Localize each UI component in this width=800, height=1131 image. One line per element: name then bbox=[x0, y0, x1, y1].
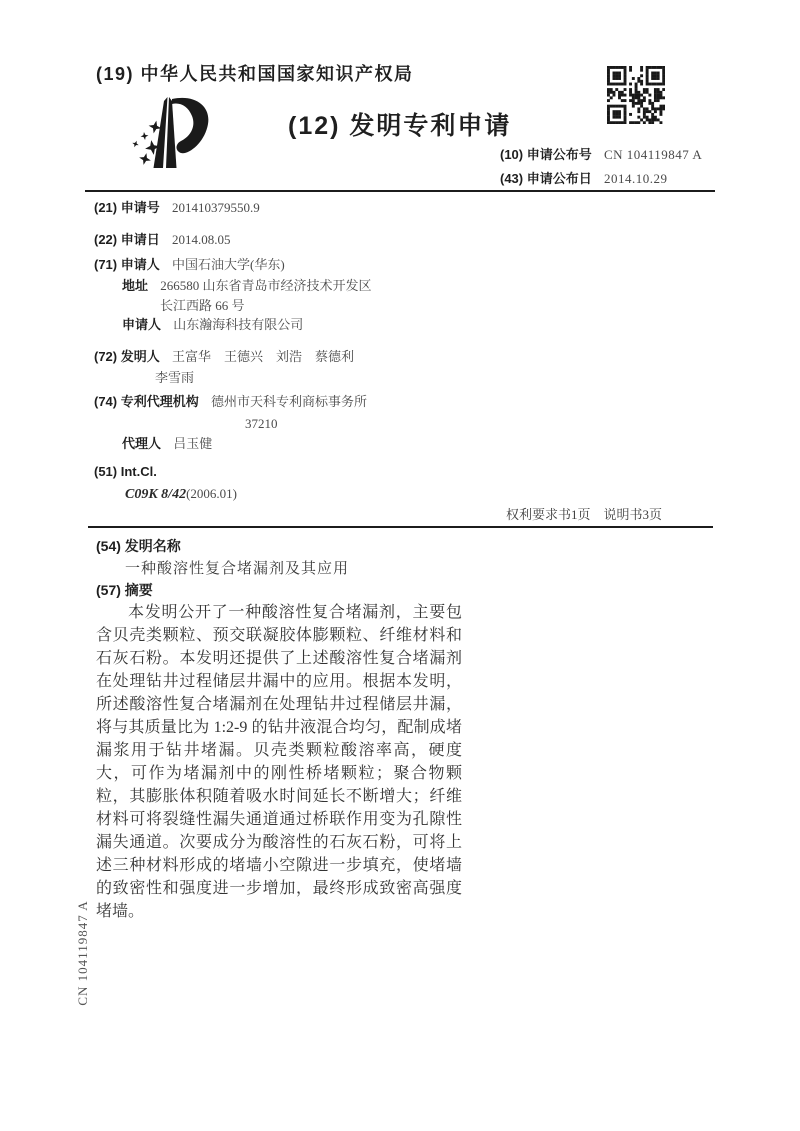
section-divider bbox=[88, 526, 713, 528]
inventors-value-line2: 李雪雨 bbox=[155, 370, 195, 385]
abstract-label: (57) 摘要 bbox=[96, 582, 153, 598]
second-applicant-row bbox=[122, 317, 303, 333]
abstract-text: 本发明公开了一种酸溶性复合堵漏剂，主要包含贝壳类颗粒、预交联凝胶体膨颗粒、纤维材料和石灰石粉。本发明还提供了上述酸溶性复合堵漏剂在处理钻井过程储层井漏中的应用。根据本发明，所述酸溶性复合堵漏剂在处理钻井过程储层井漏，将与其质量比为 1:2-9 的钻井液混合均匀，配制成堵漏浆用于钻井堵漏。贝壳类颗粒酸溶率高，硬度大，可作为堵漏剂中的刚性桥堵颗粒；聚合物颗粒，其膨胀体积随着吸水时间延长不断增大；纤维材料可将裂缝性漏失通道通过桥联作用变为孔隙性漏失通道。次要成分为酸溶性的石灰石粉，可将上述三种材料形成的堵墙小空隙进一步填充，使堵墙的致密性和强度进一步增加，最终形成致密高强度堵墙。 bbox=[96, 604, 462, 920]
address-label: 地址 bbox=[122, 278, 149, 293]
applicant-value: 中国石油大学(华东) bbox=[171, 257, 285, 272]
second-applicant-value: 山东瀚海科技有限公司 bbox=[173, 317, 304, 332]
applicant-row bbox=[94, 257, 285, 273]
pages-info: 权利要求书1页 说明书3页 bbox=[505, 507, 662, 522]
header-divider bbox=[85, 190, 715, 192]
applicant-label: (71) 申请人 bbox=[94, 257, 160, 272]
int-cl-edition: (2006.01) bbox=[186, 486, 237, 501]
document-type-title: (12) 发明专利申请 bbox=[288, 112, 512, 140]
application-date-row bbox=[94, 232, 230, 248]
publication-date-label: (43) 申请公布日 bbox=[500, 171, 592, 186]
agency-label: (74) 专利代理机构 bbox=[94, 394, 199, 409]
applicant-address-row-2 bbox=[160, 298, 245, 314]
invention-title: 一种酸溶性复合堵漏剂及其应用 bbox=[125, 561, 350, 577]
int-cl-code: C09K 8/42 bbox=[125, 487, 187, 502]
application-number-value: 201410379550.9 bbox=[171, 200, 260, 215]
int-cl-code-row bbox=[125, 486, 237, 504]
agency-row bbox=[94, 394, 367, 410]
agent-label: 代理人 bbox=[122, 436, 162, 451]
publication-number-value: CN 104119847 A bbox=[603, 147, 703, 162]
second-applicant-label: 申请人 bbox=[122, 317, 162, 332]
publication-date-row bbox=[500, 171, 667, 187]
cnipa-logo-graphic bbox=[127, 96, 217, 176]
application-date-value: 2014.08.05 bbox=[171, 232, 231, 247]
invention-title-label: (54) 发明名称 bbox=[96, 538, 181, 554]
publication-number-row bbox=[500, 147, 702, 163]
int-cl-row bbox=[94, 464, 166, 480]
inventors-value-line1: 王富华 王德兴 刘浩 蔡德利 bbox=[171, 349, 354, 364]
application-number-label: (21) 申请号 bbox=[94, 200, 160, 215]
side-publication-code: CN 104119847 A bbox=[75, 900, 90, 1006]
patent-office-name: (19) 中华人民共和国国家知识产权局 bbox=[96, 64, 414, 84]
agent-row bbox=[122, 436, 212, 452]
application-number-row bbox=[94, 200, 260, 216]
qr-code-icon bbox=[607, 66, 665, 124]
inventors-label: (72) 发明人 bbox=[94, 349, 160, 364]
publication-date-value: 2014.10.29 bbox=[603, 171, 668, 186]
agency-code-value: 37210 bbox=[245, 416, 278, 431]
application-date-label: (22) 申请日 bbox=[94, 232, 160, 247]
agency-value: 德州市天科专利商标事务所 bbox=[210, 394, 367, 409]
int-cl-label: (51) Int.Cl. bbox=[94, 464, 157, 479]
publication-number-label: (10) 申请公布号 bbox=[500, 147, 592, 162]
agency-code-row bbox=[245, 416, 278, 432]
inventors-row-2 bbox=[155, 370, 194, 386]
inventors-row bbox=[94, 349, 354, 365]
cnipa-logo-icon bbox=[127, 96, 217, 176]
agent-value: 吕玉健 bbox=[173, 436, 213, 451]
address-value-line2: 长江西路 66 号 bbox=[160, 298, 245, 313]
address-value-line1: 266580 山东省青岛市经济技术开发区 bbox=[160, 278, 372, 293]
applicant-address-row bbox=[122, 278, 372, 294]
